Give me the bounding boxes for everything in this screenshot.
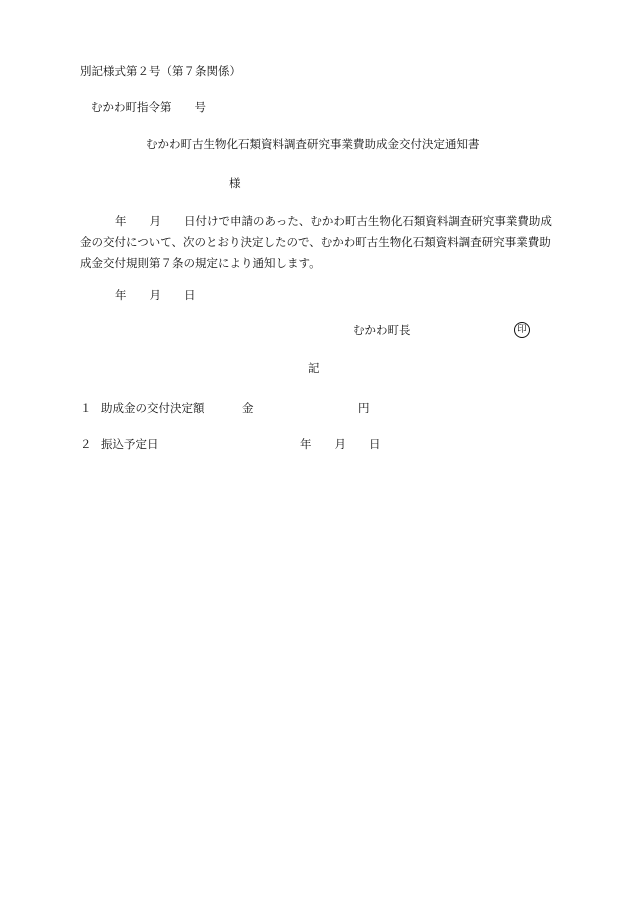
body-text: 年 月 日付けで申請のあった、むかわ町古生物化石類資料調査研究事業費助成金の交付について、次のとおり決定したので、むかわ町古生物化石類資料調査研究事業費助成金交付規則第７条の規定により通知します。 bbox=[80, 214, 552, 270]
issue-date: 年 月 日 bbox=[115, 288, 196, 302]
document-title: むかわ町古生物化石類資料調査研究事業費助成金交付決定通知書 bbox=[146, 137, 480, 151]
recipient-suffix: 様 bbox=[229, 176, 241, 190]
form-number: 別記様式第２号（第７条関係） bbox=[80, 64, 241, 78]
item-label: 助成金の交付決定額 bbox=[101, 401, 205, 415]
body-paragraph bbox=[80, 211, 560, 274]
item-label: 振込予定日 bbox=[101, 437, 159, 451]
seal-mark: 印 bbox=[514, 322, 530, 338]
document-number: むかわ町指令第 号 bbox=[91, 100, 206, 114]
item-number: ２ bbox=[80, 437, 92, 451]
issuer-name: むかわ町長 bbox=[353, 323, 411, 337]
amount-prefix: 金 bbox=[242, 401, 254, 415]
item-number: １ bbox=[80, 401, 92, 415]
transfer-date: 年 月 日 bbox=[300, 437, 381, 451]
ki-heading: 記 bbox=[308, 361, 320, 375]
amount-suffix: 円 bbox=[358, 401, 370, 415]
